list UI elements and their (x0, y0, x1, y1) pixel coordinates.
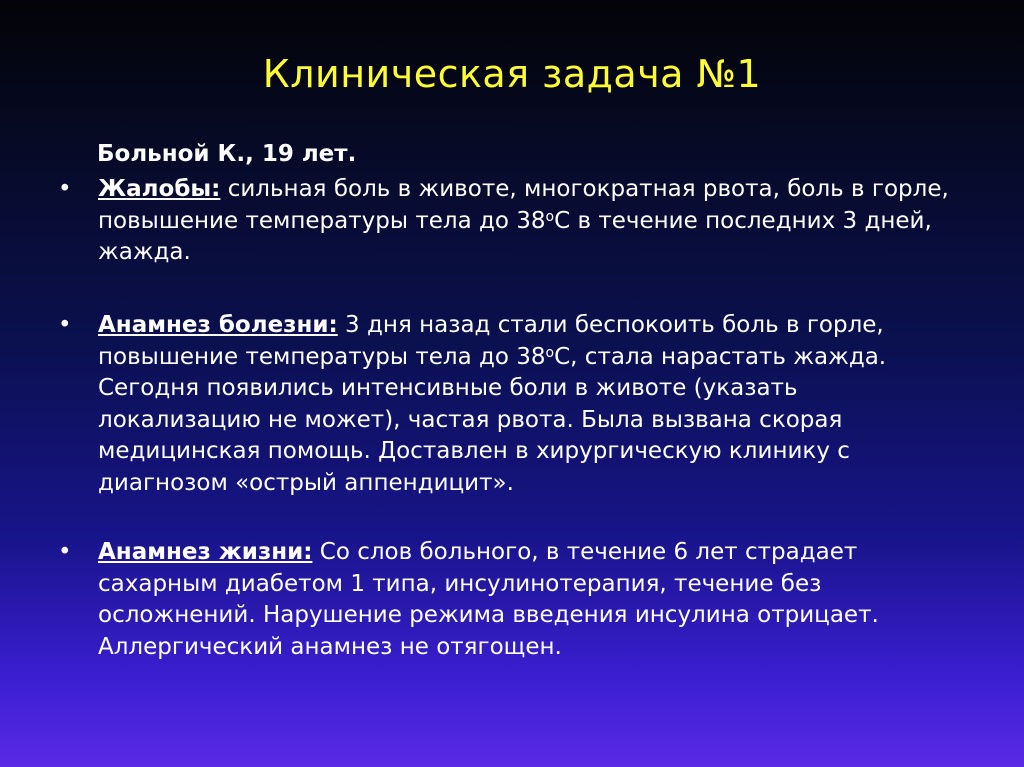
bullet-icon: • (58, 312, 72, 338)
complaints-text-part2: С в течение последних 3 дней, жажда. (98, 207, 932, 265)
bullet-icon: • (58, 176, 72, 202)
bullet-icon: • (58, 539, 72, 565)
bullet-life-history-text (98, 537, 958, 663)
complaints-text-part1: сильная боль в животе, многократная рвота, боль в горле, повышение температуры тела до 38 (98, 176, 949, 234)
slide-title: Клиническая задача №1 (262, 52, 762, 96)
bullet-complaints (58, 174, 958, 269)
disease-history-label: Анамнез болезни: (98, 312, 338, 338)
disease-history-text-part1: 3 дня назад стали беспокоить боль в горле, повышение температуры тела до 38 (98, 312, 884, 370)
complaints-label: Жалобы: (98, 176, 221, 202)
patient-line: Больной К., 19 лет. (97, 141, 357, 167)
degree-mark: о (545, 344, 555, 361)
bullet-complaints-text (98, 174, 958, 269)
bullet-disease-history (58, 310, 958, 499)
disease-history-text-part2: С, стала нарастать жажда. Сегодня появились интенсивные боли в животе (указать локализацию не может), частая рвота. Была вызвана скорая медицинская помощь. Доставлен в хирургическую клинику с диагнозом «острый аппендицит». (98, 343, 887, 496)
bullet-disease-history-text (98, 310, 958, 499)
life-history-label: Анамнез жизни: (98, 539, 313, 565)
life-history-text: Со слов больного, в течение 6 лет страдает сахарным диабетом 1 типа, инсулинотерапия, течение без осложнений. Нарушение режима введения инсулина отрицает. Аллергический анамнез не отягощен. (98, 539, 879, 660)
bullet-life-history (58, 537, 958, 663)
degree-mark: о (545, 208, 555, 225)
